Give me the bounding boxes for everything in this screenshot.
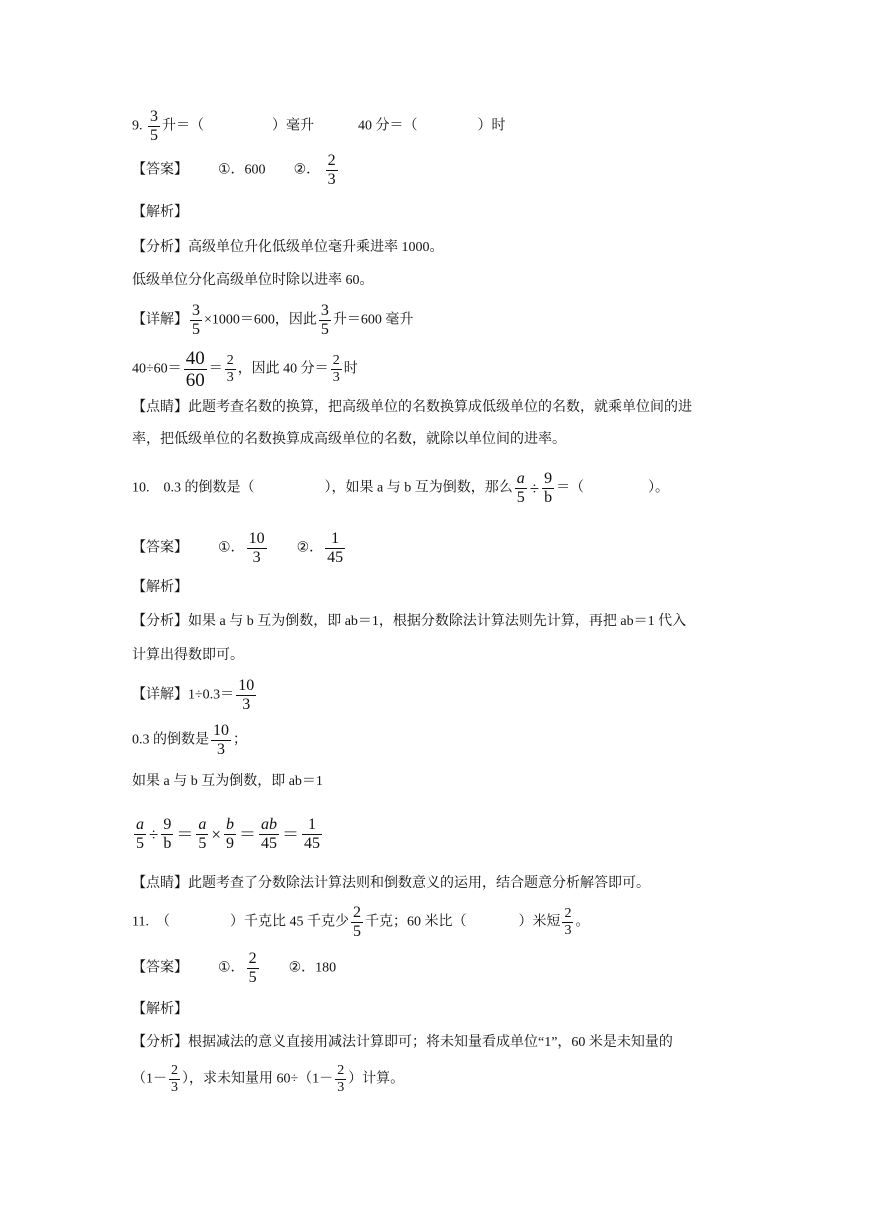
q10-comment: 【点睛】此题考查了分数除法计算法则和倒数意义的运用，结合题意分析解答即可。: [132, 876, 650, 891]
fraction: $\frac{3}{5}$: [192, 302, 200, 338]
q9-question: 9. $\frac{3}{5}$ 升＝（ ）毫升 40 分＝（ ）时: [132, 108, 506, 144]
q9-analysis-line1: 【分析】高级单位升化低级单位毫升乘进率 1000。: [132, 240, 444, 255]
fraction: $\frac{40}{60}$: [185, 348, 205, 391]
fraction: $\frac{10}{3}$: [213, 722, 229, 758]
q10-detail-line3: 如果 a 与 b 互为倒数，即 ab＝1: [132, 774, 323, 789]
fraction: $\frac{9}{b}$: [163, 816, 172, 852]
q10-question: 10. 0.3 的倒数是（ ），如果 a 与 b 互为倒数，那么 $\frac{a}{5}$ ÷ $\frac{9}{b}$ ＝（ ）。: [132, 470, 670, 506]
fraction: $\frac{9}{b}$: [544, 470, 553, 506]
q11-answer: 【答案】 ①． $\frac{2}{5}$ ②．180: [132, 950, 337, 986]
q9-fraction: $\frac{3}{5}$: [150, 108, 158, 144]
answer-fraction: $\frac{2}{5}$: [248, 950, 257, 986]
q9-jiexi-label: 【解析】: [132, 205, 188, 220]
fraction: $\frac{2}{3}$: [332, 353, 340, 385]
q9-detail-line1: 【详解】 $\frac{3}{5}$ ×1000＝600，因此 $\frac{3}{5}$ 升＝600 毫升: [132, 302, 414, 338]
fraction: $\frac{2}{3}$: [337, 1063, 345, 1095]
fraction: $\frac{2}{5}$: [352, 904, 361, 940]
q11-analysis-line2: （1－ $\frac{2}{3}$ ），求未知量用 60÷（1－ $\frac{2}{3}$ ）计算。: [132, 1063, 405, 1095]
fraction: $\frac{a}{5}$: [516, 470, 525, 506]
q10-analysis-line2: 计算出得数即可。: [132, 648, 244, 663]
q10-detail-line2: 0.3 的倒数是 $\frac{10}{3}$ ；: [132, 722, 247, 758]
fraction: $\frac{ab}{45}$: [260, 816, 277, 852]
q10-answer: 【答案】 ①． $\frac{10}{3}$ ②． $\frac{1}{45}$: [132, 530, 344, 566]
q11-jiexi-label: 【解析】: [132, 1002, 188, 1017]
answer-label: 【答案】: [132, 540, 188, 556]
q9-number: 9.: [132, 118, 143, 134]
q10-analysis-line1: 【分析】如果 a 与 b 互为倒数，即 ab＝1，根据分数除法计算法则先计算，再把 ab＝1 代入: [132, 614, 687, 629]
fraction: $\frac{1}{45}$: [303, 816, 320, 852]
answer-label: 【答案】: [132, 960, 188, 976]
fraction: $\frac{a}{5}$: [136, 816, 144, 852]
q11-analysis-line1: 【分析】根据减法的意义直接用减法计算即可；将未知量看成单位“1”，60 米是未知量的: [132, 1035, 673, 1050]
fraction: $\frac{10}{3}$: [238, 677, 255, 713]
answer-label: 【答案】: [132, 162, 188, 178]
fraction: $\frac{3}{5}$: [320, 302, 329, 338]
answer-fraction: $\frac{1}{45}$: [327, 530, 344, 566]
q9-answer: 【答案】 ①．600 ②． $\frac{2}{3}$: [132, 152, 336, 188]
fraction: $\frac{2}{3}$: [226, 353, 234, 385]
fraction: $\frac{b}{9}$: [225, 816, 234, 852]
q9-detail-line2: 40÷60＝ $\frac{40}{60}$ ＝ $\frac{2}{3}$ ，因此 40 分＝ $\frac{2}{3}$ 时: [132, 348, 358, 391]
answer-fraction: $\frac{2}{3}$: [327, 152, 336, 188]
q9-analysis-line2: 低级单位分化高级单位时除以进率 60。: [132, 273, 374, 288]
q11-question: 11. （ ）千克比 45 千克少 $\frac{2}{5}$ 千克；60 米比（ ）米短 $\frac{2}{3}$ 。: [132, 904, 590, 940]
fraction: $\frac{2}{3}$: [171, 1063, 178, 1095]
fraction: $\frac{2}{3}$: [564, 906, 572, 938]
q10-detail-line1: 【详解】1÷0.3＝ $\frac{10}{3}$: [132, 677, 255, 713]
q9-comment-line1: 【点睛】此题考查名数的换算，把高级单位的名数换算成低级单位的名数，就乘单位间的进: [132, 400, 692, 415]
answer-fraction: $\frac{10}{3}$: [248, 530, 265, 566]
q10-jiexi-label: 【解析】: [132, 580, 188, 595]
q9-comment-line2: 率，把低级单位的名数换算成高级单位的名数，就除以单位间的进率。: [132, 432, 566, 447]
fraction: $\frac{a}{5}$: [198, 816, 207, 852]
q10-detail-equation: $\frac{a}{5}$ ÷ $\frac{9}{b}$ ＝ $\frac{a}{5}$ × $\frac{b}{9}$ ＝ $\frac{ab}{45}$ ＝ $\frac{1}{45}$: [136, 816, 320, 852]
